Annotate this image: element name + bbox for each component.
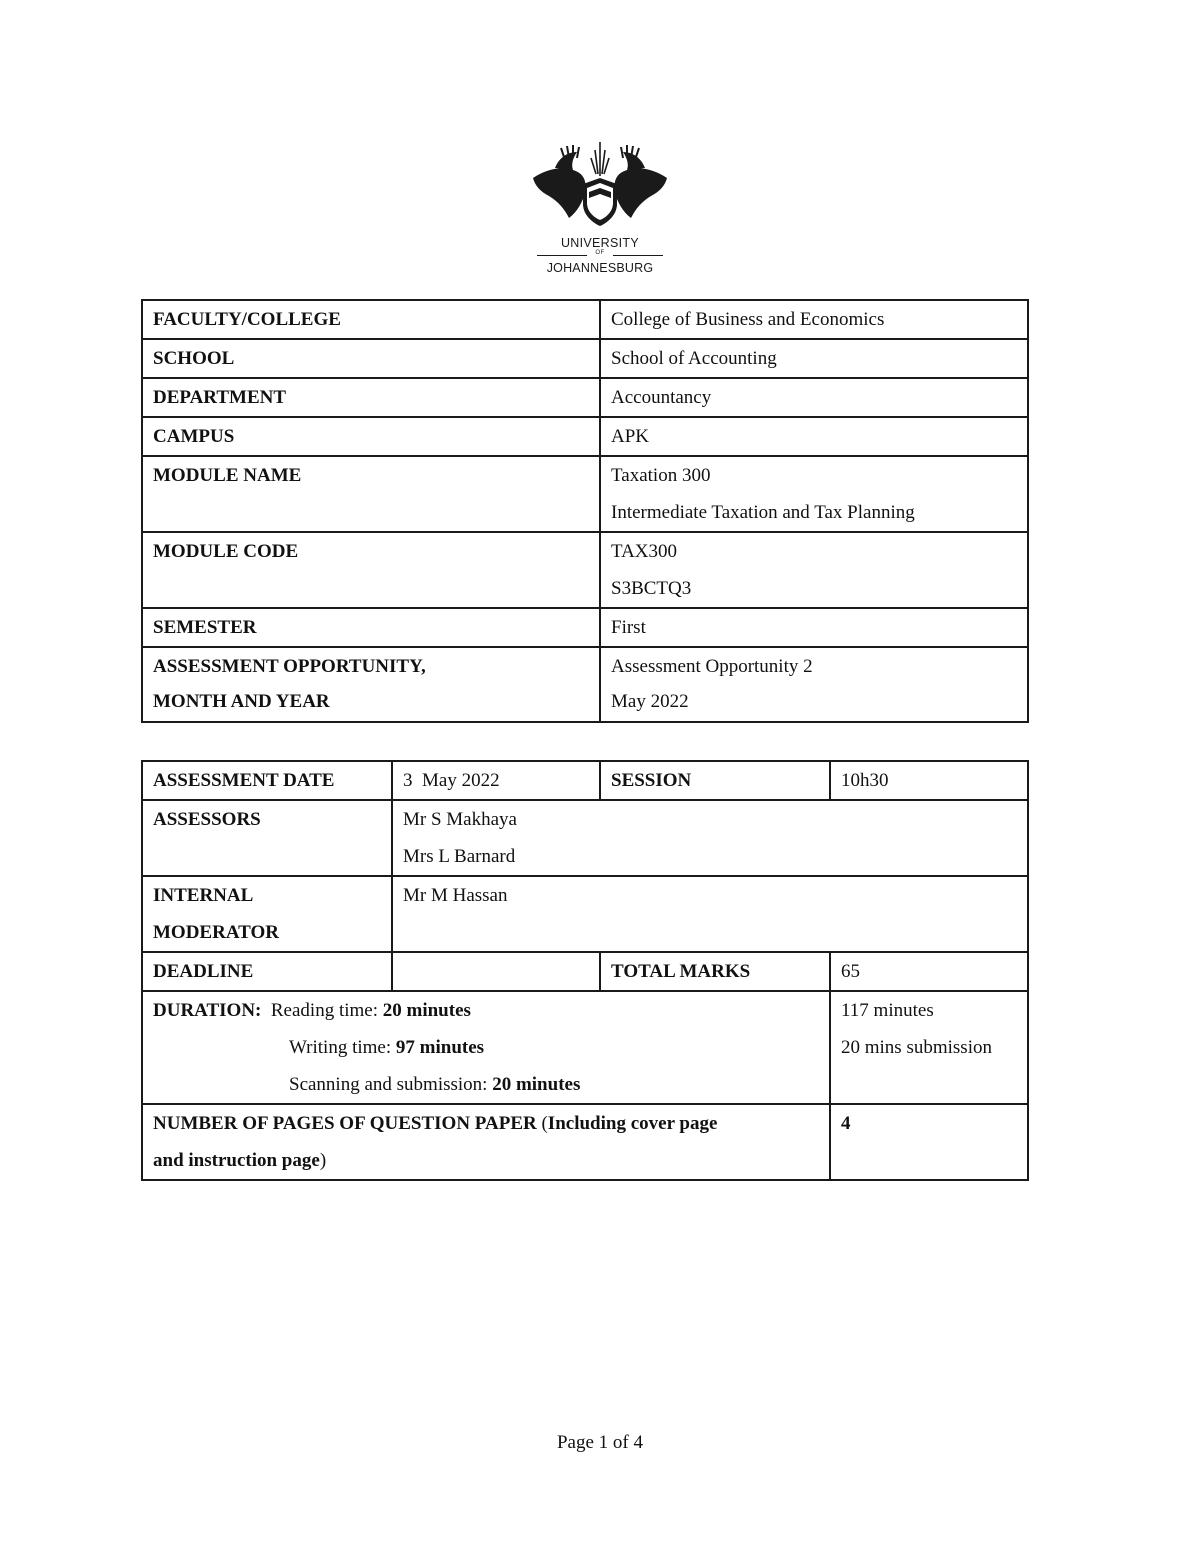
logo-rule-right [613, 255, 663, 256]
assessment-details-table [141, 760, 1029, 1181]
duration-submission: 20 mins submission [841, 1037, 992, 1058]
assessment-date-label: ASSESSMENT DATE [142, 761, 392, 800]
assessment-opportunity-line-1: Assessment Opportunity 2 [611, 656, 813, 677]
pages-label-main: NUMBER OF PAGES OF QUESTION PAPER [153, 1113, 537, 1134]
scanning-label: Scanning and submission: [289, 1074, 493, 1095]
pages-label-line-2 [153, 1142, 819, 1179]
campus-label: CAMPUS [142, 417, 600, 456]
table-row [142, 456, 1028, 532]
deadline-value [392, 952, 600, 991]
module-name-line-2: Intermediate Taxation and Tax Planning [611, 502, 915, 523]
table-row [142, 300, 1028, 339]
total-marks-value: 65 [830, 952, 1028, 991]
table-row [142, 952, 1028, 991]
logo-line-university: UNIVERSITY [560, 236, 639, 250]
session-value: 10h30 [830, 761, 1028, 800]
table-row [142, 339, 1028, 378]
table-row [142, 378, 1028, 417]
page-total: 4 [633, 1432, 643, 1453]
writing-time-label: Writing time: [289, 1037, 396, 1058]
total-marks-label: TOTAL MARKS [600, 952, 830, 991]
scanning-value: 20 minutes [492, 1074, 581, 1095]
duration-total-minutes: 117 minutes [841, 1000, 934, 1021]
table-row [142, 532, 1028, 608]
duration-cell [142, 991, 830, 1104]
reading-time-label: Reading time: [270, 1000, 383, 1021]
module-name-label: MODULE NAME [142, 456, 600, 532]
school-label: SCHOOL [142, 339, 600, 378]
table-row [142, 800, 1028, 876]
moderator-label-line-1: INTERNAL [153, 885, 254, 906]
table-row [142, 647, 1028, 722]
module-code-line-1: TAX300 [611, 541, 678, 562]
moderator-value: Mr M Hassan [392, 876, 1028, 952]
logo-line-of: OF [595, 250, 605, 256]
table-row [142, 1104, 1028, 1180]
writing-time-value: 97 minutes [395, 1037, 485, 1058]
duration-label: DURATION: [153, 1000, 262, 1021]
moderator-label-line-2: MODERATOR [153, 922, 279, 943]
page-of: of [608, 1432, 634, 1453]
school-value: School of Accounting [600, 339, 1028, 378]
duration-reading-line [153, 992, 819, 1029]
session-label: SESSION [600, 761, 830, 800]
logo-line-johannesburg: JOHANNESBURG [546, 261, 654, 275]
duration-writing-line [153, 1029, 819, 1066]
module-code-line-2: S3BCTQ3 [611, 578, 692, 599]
page-prefix: Page [556, 1432, 599, 1453]
module-code-value [600, 532, 1028, 608]
university-logo [525, 140, 675, 282]
faculty-value: College of Business and Economics [600, 300, 1028, 339]
semester-label: SEMESTER [142, 608, 600, 647]
duration-totals [830, 991, 1028, 1104]
assessment-opportunity-label [142, 647, 600, 722]
module-name-value [600, 456, 1028, 532]
assessors-label: ASSESSORS [142, 800, 392, 876]
module-name-line-1: Taxation 300 [611, 465, 711, 486]
assessment-date-value: 3 May 2022 [392, 761, 600, 800]
assessor-1: Mr S Makhaya [403, 809, 517, 830]
pages-label [142, 1104, 830, 1180]
pages-label-including: Including cover page [547, 1113, 718, 1134]
department-label: DEPARTMENT [142, 378, 600, 417]
assessor-2: Mrs L Barnard [403, 846, 516, 867]
table-row [142, 761, 1028, 800]
table-row [142, 876, 1028, 952]
assessors-value [392, 800, 1028, 876]
pages-label-open: ( [536, 1113, 548, 1134]
pages-label-instruction: and instruction page [153, 1150, 320, 1171]
assessment-opportunity-value [600, 647, 1028, 722]
table-row [142, 991, 1028, 1104]
deadline-label: DEADLINE [142, 952, 392, 991]
table-row [142, 417, 1028, 456]
page-number: 1 [598, 1432, 609, 1453]
department-value: Accountancy [600, 378, 1028, 417]
module-info-table [141, 299, 1029, 723]
table-row [142, 608, 1028, 647]
duration-scanning-line [153, 1066, 819, 1103]
module-code-label: MODULE CODE [142, 532, 600, 608]
assessment-opportunity-label-line-1: ASSESSMENT OPPORTUNITY, [153, 656, 426, 677]
semester-value: First [600, 608, 1028, 647]
pages-label-close: ) [319, 1150, 327, 1171]
page-footer [0, 1432, 1200, 1454]
assessment-opportunity-line-2: May 2022 [611, 691, 689, 712]
campus-value: APK [600, 417, 1028, 456]
moderator-label [142, 876, 392, 952]
reading-time-value: 20 minutes [382, 1000, 471, 1021]
assessment-opportunity-label-line-2: MONTH AND YEAR [153, 691, 330, 712]
pages-value: 4 [830, 1104, 1028, 1180]
faculty-label: FACULTY/COLLEGE [142, 300, 600, 339]
university-crest-icon [525, 140, 675, 232]
